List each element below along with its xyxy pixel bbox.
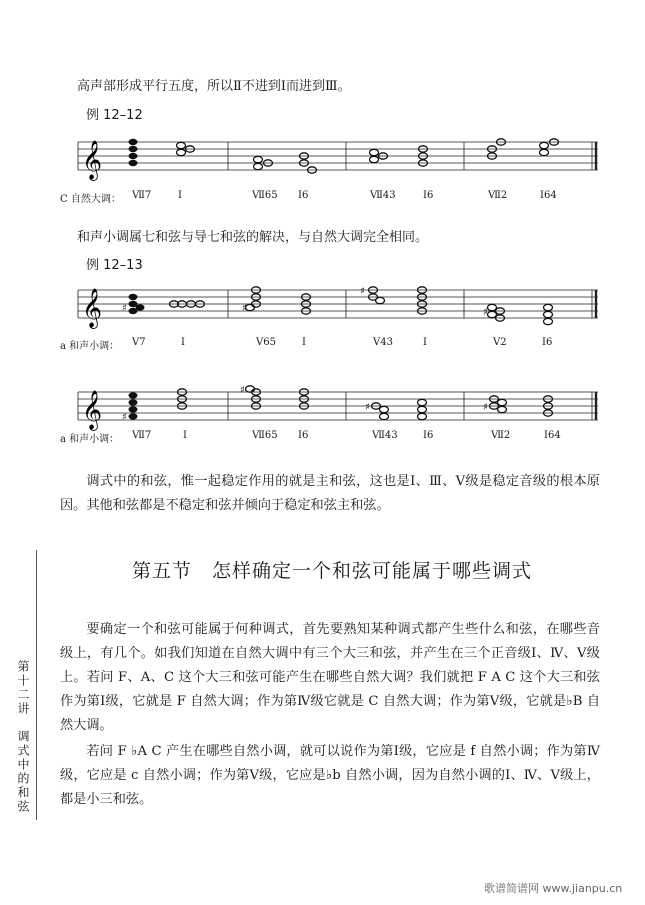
top-line: 高声部形成平行五度，所以Ⅱ不进到Ⅰ而进到Ⅲ。 xyxy=(77,79,351,94)
svg-text:𝄞: 𝄞 xyxy=(82,288,103,328)
key-label: a 和声小调： xyxy=(60,341,120,352)
key-label: a 和声小调： xyxy=(60,434,120,445)
staff-1 xyxy=(78,138,600,188)
paragraph-stability: 调式中的和弦，惟一起稳定作用的就是主和弦，这也是Ⅰ、Ⅲ、Ⅴ级是稳定音级的根本原因。其他和弦都是不稳定和弦并倾向于稳定和弦主和弦。 xyxy=(60,474,600,513)
chord-symbol: Ⅶ65 xyxy=(252,430,278,441)
chord-symbol: Ⅰ6 xyxy=(423,430,434,441)
svg-text:♯: ♯ xyxy=(122,412,127,423)
svg-text:♯: ♯ xyxy=(360,286,365,297)
footer-watermark: 歌谱简谱网 www.jianpu.cn xyxy=(484,882,623,895)
svg-text:♯: ♯ xyxy=(483,307,488,318)
chord-symbol: V7 xyxy=(132,337,146,348)
chord-symbol: V65 xyxy=(256,337,276,348)
chord-symbol: Ⅶ7 xyxy=(132,190,152,201)
svg-text:𝄞: 𝄞 xyxy=(82,390,103,430)
chord-symbol: Ⅰ xyxy=(183,430,187,441)
chord-symbol: V2 xyxy=(493,337,507,348)
key-label: C 自然大调： xyxy=(60,194,121,205)
chord-symbol: Ⅰ64 xyxy=(540,190,557,201)
chord-symbol: Ⅰ6 xyxy=(298,430,309,441)
chord-symbol: Ⅶ65 xyxy=(252,190,278,201)
sharp-sign: ♯ xyxy=(122,303,127,314)
chord-symbol: Ⅶ7 xyxy=(132,430,152,441)
chord-symbol: V43 xyxy=(373,337,393,348)
side-rule xyxy=(36,550,37,820)
treble-clef: 𝄞 xyxy=(82,140,103,180)
chord-symbol: Ⅰ xyxy=(181,337,185,348)
chord-symbol: Ⅰ xyxy=(302,337,306,348)
chord-symbol: Ⅶ2 xyxy=(488,190,508,201)
staff-2 xyxy=(78,286,600,336)
svg-text:♯: ♯ xyxy=(365,402,370,413)
staff-3 xyxy=(78,385,600,438)
example-label: 例 12–13 xyxy=(86,258,143,273)
chord-symbol: Ⅰ xyxy=(178,190,182,201)
chord-symbol: Ⅰ6 xyxy=(542,337,553,348)
chapter-side-label: 第十二讲 调式中的和弦 xyxy=(16,660,30,814)
chord-symbol: Ⅶ2 xyxy=(491,430,511,441)
svg-text:♯: ♯ xyxy=(240,385,245,396)
svg-text:♯: ♯ xyxy=(242,303,247,314)
chord-symbol: Ⅰ6 xyxy=(298,190,309,201)
chord-symbol: Ⅰ xyxy=(423,337,427,348)
sentence-between: 和声小调属七和弦与导七和弦的解决，与自然大调完全相同。 xyxy=(77,230,429,245)
paragraph-minor: 若问 F ♭A C 产生在哪些自然小调，就可以说作为第Ⅰ级，它应是 f 自然小调；作为第Ⅳ级，它应是 c 自然小调；作为第Ⅴ级，它应是♭b 自然小调，因为自然小调的Ⅰ、Ⅳ、Ⅴ级上，都是小三和弦。 xyxy=(60,744,600,807)
chord-symbol: Ⅰ64 xyxy=(544,430,561,441)
chord-symbol: Ⅶ43 xyxy=(370,190,396,201)
chord-symbol: Ⅰ6 xyxy=(423,190,434,201)
svg-text:♯: ♯ xyxy=(483,402,488,413)
chord-symbol: Ⅶ43 xyxy=(372,430,398,441)
section-title: 第五节 怎样确定一个和弦可能属于哪些调式 xyxy=(132,560,533,582)
paragraph-major: 要确定一个和弦可能属于何种调式，首先要熟知某种调式都产生些什么和弦，在哪些音级上，有几个。如我们知道在自然大调中有三个大三和弦，并产生在三个正音级Ⅰ、Ⅳ、Ⅴ级上。若问 F、A、C 这个大三和弦可能产生在哪些自然大调？我们就把 F A C 这个大三和弦作为第Ⅰ级，它就是 F 自然大调；作为第Ⅳ级它就是 C 自然大调；作为第Ⅴ级，它就是♭B 自然大调。 xyxy=(60,622,601,733)
example-label: 例 12–12 xyxy=(86,108,143,123)
